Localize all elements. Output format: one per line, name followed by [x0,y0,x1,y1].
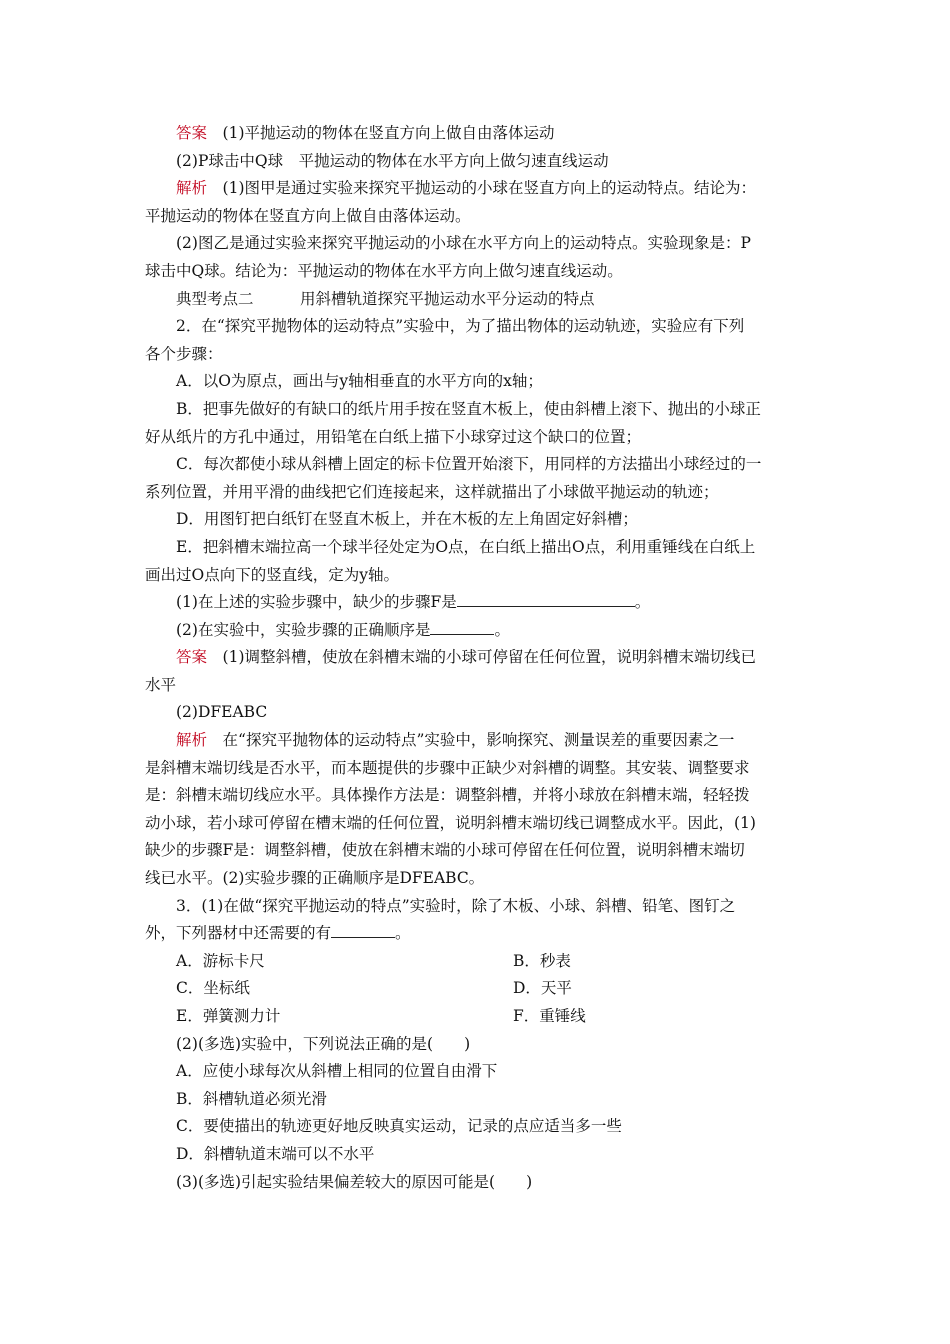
option-d: D．天平 [513,979,572,998]
q2-step-e-line-1: E．把斜槽末端拉高一个球半径处定为O点，在白纸上描出O点，利用重锤线在白纸上 [176,537,756,556]
q1-answer-line-1 [145,120,810,148]
sub-question-text: (1)在上述的实验步骤中，缺少的步骤F是 [176,593,457,612]
q2-sub-question-1 [145,589,810,617]
q2-stem-line-2: 各个步骤： [145,344,223,363]
q2-stem-line-1: 2．在“探究平抛物体的运动特点”实验中，为了描出物体的运动轨迹，实验应有下列 [176,317,745,336]
q1-analysis-line-2: 平抛运动的物体在竖直方向上做自由落体运动。 [145,206,471,225]
q3-options-row-1 [145,948,810,976]
punctuation: 。 [395,924,411,943]
analysis-label: 解析 [176,179,208,198]
q2-analysis-line-2: 是斜槽末端切线是否水平，而本题提供的步骤中正缺少对斜槽的调整。其安装、调整要求 [145,758,750,777]
q2-answer-line-3: (2)DFEABC [176,703,268,722]
q3-sub2-option-a: A．应使小球每次从斜槽上相同的位置自由滑下 [176,1062,498,1081]
q2-step-c-line-2: 系列位置，并用平滑的曲线把它们连接起来，这样就描出了小球做平抛运动的轨迹； [145,482,719,501]
answer-blank[interactable] [331,920,395,938]
punctuation: 。 [634,593,651,612]
q1-analysis-line-3: (2)图乙是通过实验来探究平抛运动的小球在水平方向上的运动特点。实验现象是：P [176,234,751,253]
q1-analysis-line-1 [145,175,810,203]
answer-blank[interactable] [430,617,494,635]
q3-options-row-2 [145,975,810,1003]
punctuation: 。 [494,620,510,639]
q3-sub2-option-d: D．斜槽轨道末端可以不水平 [176,1144,375,1163]
answer-text: (1)平抛运动的物体在竖直方向上做自由落体运动 [222,124,555,142]
option-c: C．坐标纸 [176,979,250,998]
q1-answer-line-2: (2)P球击中Q球 平抛运动的物体在水平方向上做匀速直线运动 [176,151,609,170]
q3-options-row-3 [145,1003,810,1031]
option-e: E．弹簧测力计 [176,1007,281,1025]
q2-step-d: D．用图钉把白纸钉在竖直木板上，并在木板的左上角固定好斜槽； [176,510,638,529]
sub-question-text: (2)在实验中，实验步骤的正确顺序是 [176,620,431,639]
q2-analysis-line-6: 线已水平。(2)实验步骤的正确顺序是DFEABC。 [145,869,485,888]
document-page [145,120,810,1196]
section-heading: 典型考点二 用斜槽轨道探究平抛运动水平分运动的特点 [176,289,595,308]
q1-analysis-line-4: 球击中Q球。结论为：平抛运动的物体在水平方向上做匀速直线运动。 [145,261,623,280]
answer-label: 答案 [176,124,208,142]
q2-step-b-line-1: B．把事先做好的有缺口的纸片用手按在竖直木板上，使由斜槽上滚下、抛出的小球正 [176,399,761,418]
option-f: F．重锤线 [513,1007,586,1025]
q2-analysis-line-4: 动小球，若小球可停留在槽末端的任何位置，说明斜槽末端切线已调整成水平。因此，(1) [145,813,756,832]
q3-sub-question-2: (2)(多选)实验中，下列说法正确的是( ) [176,1034,471,1053]
question-text: 外，下列器材中还需要的有 [145,924,332,943]
analysis-text: (1)图甲是通过实验来探究平抛运动的小球在竖直方向上的运动特点。结论为： [222,179,756,198]
q3-sub2-option-b: B．斜槽轨道必须光滑 [176,1089,327,1108]
analysis-text: 在“探究平抛物体的运动特点”实验中，影响探究、测量误差的重要因素之一 [222,731,735,750]
answer-blank[interactable] [457,589,635,607]
q2-answer-line-2: 水平 [145,675,177,694]
q2-step-b-line-2: 好从纸片的方孔中通过，用铅笔在白纸上描下小球穿过这个缺口的位置； [145,427,642,446]
answer-text: (1)调整斜槽，使放在斜槽末端的小球可停留在任何位置，说明斜槽末端切线已 [222,648,756,667]
q3-stem-line-1: 3．(1)在做“探究平抛运动的特点”实验时，除了木板、小球、斜槽、铅笔、图钉之 [176,896,736,915]
q2-answer-line-1 [145,644,810,672]
analysis-label: 解析 [176,731,208,750]
q2-analysis-line-5: 缺少的步骤F是：调整斜槽，使放在斜槽末端的小球可停留在任何位置，说明斜槽末端切 [145,841,745,860]
q2-analysis-line-1 [145,727,810,755]
q2-step-a: A．以O为原点，画出与y轴相垂直的水平方向的x轴； [176,372,543,391]
q2-sub-question-2 [145,617,810,645]
q2-step-c-line-1: C．每次都使小球从斜槽上固定的标卡位置开始滚下，用同样的方法描出小球经过的一 [176,455,762,474]
option-a: A．游标卡尺 [176,951,265,970]
q2-analysis-line-3: 是：斜槽末端切线应水平。具体操作方法是：调整斜槽，并将小球放在斜槽末端，轻轻拨 [145,786,750,805]
option-b: B．秒表 [513,951,571,970]
q3-sub-question-3: (3)(多选)引起实验结果偏差较大的原因可能是( ) [176,1172,533,1191]
q3-sub2-option-c: C．要使描出的轨迹更好地反映真实运动，记录的点应适当多一些 [176,1117,622,1136]
q3-stem-line-2 [145,920,810,948]
q2-step-e-line-2: 画出过O点向下的竖直线，定为y轴。 [145,565,399,584]
answer-label: 答案 [176,648,208,667]
